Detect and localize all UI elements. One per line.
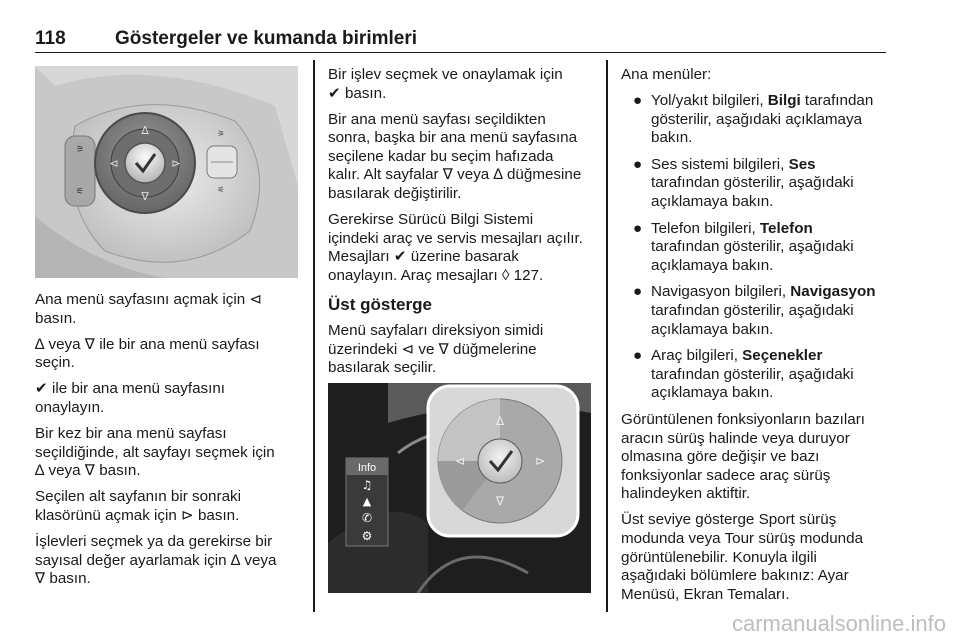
text-line: Bir kez bir ana menü sayfası <box>35 425 227 443</box>
paragraph <box>35 533 305 589</box>
text-line <box>651 347 887 366</box>
item-text: tarafından <box>800 92 874 110</box>
list-item <box>621 347 887 403</box>
text-line: seçin. <box>35 354 75 372</box>
page-number: 118 <box>35 28 66 49</box>
steering-wheel-controls-figure <box>35 66 298 278</box>
bullet: ● <box>633 155 643 173</box>
text-line: fonksiyonlar sadece araç sürüş <box>621 466 831 484</box>
bullet: ● <box>633 92 643 110</box>
text-line: ∆ veya ∇ basın. <box>35 462 141 480</box>
text-line: İşlevleri seçmek ya da gerekirse bir <box>35 533 273 551</box>
chapter-title: Göstergeler ve kumanda birimleri <box>115 28 418 49</box>
svg-text:⊳: ⊳ <box>534 454 546 468</box>
main-menu-list <box>621 92 887 403</box>
text-line: tarafından gösterilir, aşağıdaki <box>651 302 854 320</box>
svg-text:∆: ∆ <box>141 124 149 137</box>
text-line: seçilene kadar bu seçim hafızada <box>328 147 554 165</box>
paragraph <box>621 411 887 504</box>
text-line: tarafından gösterilir, aşağıdaki <box>651 174 854 192</box>
paragraph <box>328 211 600 285</box>
text-line: seçildiğinde, alt sayfayı seçmek için <box>35 443 275 461</box>
svg-text:⚞: ⚞ <box>75 145 85 155</box>
text-line: onaylayın. Araç mesajları ◊ 127. <box>328 266 544 284</box>
svg-text:∇: ∇ <box>141 190 149 203</box>
text-line: gösterilir, aşağıdaki açıklamaya <box>651 110 863 128</box>
text-line: açıklamaya bakın. <box>651 256 774 274</box>
text-line: modunda veya Tour sürüş modunda <box>621 530 864 548</box>
text-line: ∆ veya ∇ ile bir ana menü sayfası <box>35 335 260 353</box>
text-line <box>651 92 887 111</box>
paragraph <box>621 66 887 85</box>
text-line: olmasına göre değişir ve bazı <box>621 448 820 466</box>
paragraph <box>35 336 305 373</box>
text-line: Mesajları ✔ üzerine basarak <box>328 248 519 266</box>
text-line: basılarak değiştirilir. <box>328 185 462 203</box>
paragraph <box>35 488 305 525</box>
list-item <box>621 283 887 339</box>
column-divider <box>313 60 315 612</box>
text-line: aşağıdaki bölümlere bakınız: Ayar <box>621 567 849 585</box>
svg-text:⊳: ⊳ <box>171 157 181 170</box>
item-text: Yol/yakıt bilgileri, <box>651 92 768 110</box>
text-line: kalır. Alt sayfalar ∇ veya ∆ düğmesine <box>328 166 582 184</box>
column-divider <box>606 60 608 612</box>
item-bold: Navigasyon <box>790 283 876 301</box>
svg-text:⊲: ⊲ <box>454 454 466 468</box>
text-line: aracın sürüş halinde veya duruyor <box>621 429 850 447</box>
watermark: carmanualsonline.info <box>731 611 946 636</box>
upper-display-illustration <box>328 383 591 593</box>
text-line: üzerindeki ⊲ ve ∇ düğmelerine <box>328 340 537 358</box>
paragraph <box>35 380 305 417</box>
text-line <box>651 283 887 302</box>
text-line: sayısal değer ayarlamak için ∆ veya <box>35 551 277 569</box>
text-line: görüntülenebilir. Konuyla ilgili <box>621 548 817 566</box>
svg-text:⚟: ⚟ <box>217 185 225 194</box>
upper-display-figure <box>328 383 591 593</box>
steering-wheel-controls-illustration <box>35 66 298 278</box>
item-text: Telefon bilgileri, <box>651 219 760 237</box>
column-1 <box>35 291 305 596</box>
bullet: ● <box>633 219 643 237</box>
item-bold: Bilgi <box>767 92 801 110</box>
svg-text:⚟: ⚟ <box>75 187 85 197</box>
text-line: Menüsü, Ekran Temaları. <box>621 585 790 603</box>
svg-text:⊲: ⊲ <box>109 157 119 170</box>
text-line: onaylayın. <box>35 398 105 416</box>
svg-text:∇: ∇ <box>495 494 505 508</box>
item-text: Navigasyon bilgileri, <box>651 283 791 301</box>
settings-icon: ⚙ <box>361 529 373 543</box>
text-line: Seçilen alt sayfanın bir sonraki <box>35 488 241 506</box>
list-item <box>621 156 887 212</box>
text-line: Gerekirse Sürücü Bilgi Sistemi <box>328 211 534 229</box>
page-header <box>35 24 886 53</box>
text-line <box>651 220 887 239</box>
text-line: Bir ana menü sayfası seçildikten <box>328 110 546 128</box>
list-item <box>621 92 887 148</box>
bullet: ● <box>633 347 643 365</box>
list-item <box>621 220 887 276</box>
item-bold: Seçenekler <box>742 347 823 365</box>
text-line: ∇ basın. <box>35 570 91 588</box>
text-line: ✔ ile bir ana menü sayfasını <box>35 380 226 398</box>
section-heading: Üst gösterge <box>328 294 432 314</box>
svg-text:∆: ∆ <box>495 414 505 428</box>
text-line: açıklamaya bakın. <box>651 384 774 402</box>
text-line: açıklamaya bakın. <box>651 193 774 211</box>
text-line: Menü sayfaları direksiyon simidi <box>328 322 544 340</box>
text-line: Ana menü sayfasını açmak için ⊲ <box>35 291 263 308</box>
svg-text:⚞: ⚞ <box>217 129 225 138</box>
phone-icon: ✆ <box>361 511 373 525</box>
paragraph <box>328 66 600 103</box>
paragraph <box>328 322 600 378</box>
paragraph <box>621 511 887 604</box>
item-text: Araç bilgileri, <box>651 347 743 365</box>
navigation-icon: ▲ <box>362 495 372 508</box>
column-2 <box>328 66 600 385</box>
text-line: bakın. <box>651 129 693 147</box>
text-line: içindeki araç ve servis mesajları açılır. <box>328 229 583 247</box>
display-menu-info: Info <box>357 462 377 474</box>
item-bold: Telefon <box>759 219 813 237</box>
item-text: Ses sistemi bilgileri, <box>651 155 789 173</box>
text-line: basılarak seçilir. <box>328 359 437 377</box>
text-line: tarafından gösterilir, aşağıdaki <box>651 238 854 256</box>
text-line: Bir işlev seçmek ve onaylamak için <box>328 66 563 83</box>
text-line: sonra, başka bir ana menü sayfasına <box>328 129 578 147</box>
text-line: klasörünü açmak için ⊳ basın. <box>35 506 240 524</box>
bullet: ● <box>633 283 643 301</box>
text-line: Ana menüler: <box>621 66 712 83</box>
text-line: ✔ basın. <box>328 84 387 102</box>
paragraph <box>35 291 305 328</box>
text-line: Üst seviye gösterge Sport sürüş <box>621 511 837 529</box>
text-line: halindeyken aktiftir. <box>621 485 751 503</box>
text-line: Görüntülenen fonksiyonların bazıları <box>621 411 865 428</box>
paragraph <box>328 111 600 204</box>
audio-icon: ♫ <box>361 478 373 492</box>
text-line <box>651 156 887 175</box>
column-3 <box>621 66 887 612</box>
text-line: tarafından gösterilir, aşağıdaki <box>651 365 854 383</box>
text-line: basın. <box>35 309 77 327</box>
text-line: açıklamaya bakın. <box>651 320 774 338</box>
paragraph <box>35 425 305 481</box>
item-bold: Ses <box>788 155 816 173</box>
